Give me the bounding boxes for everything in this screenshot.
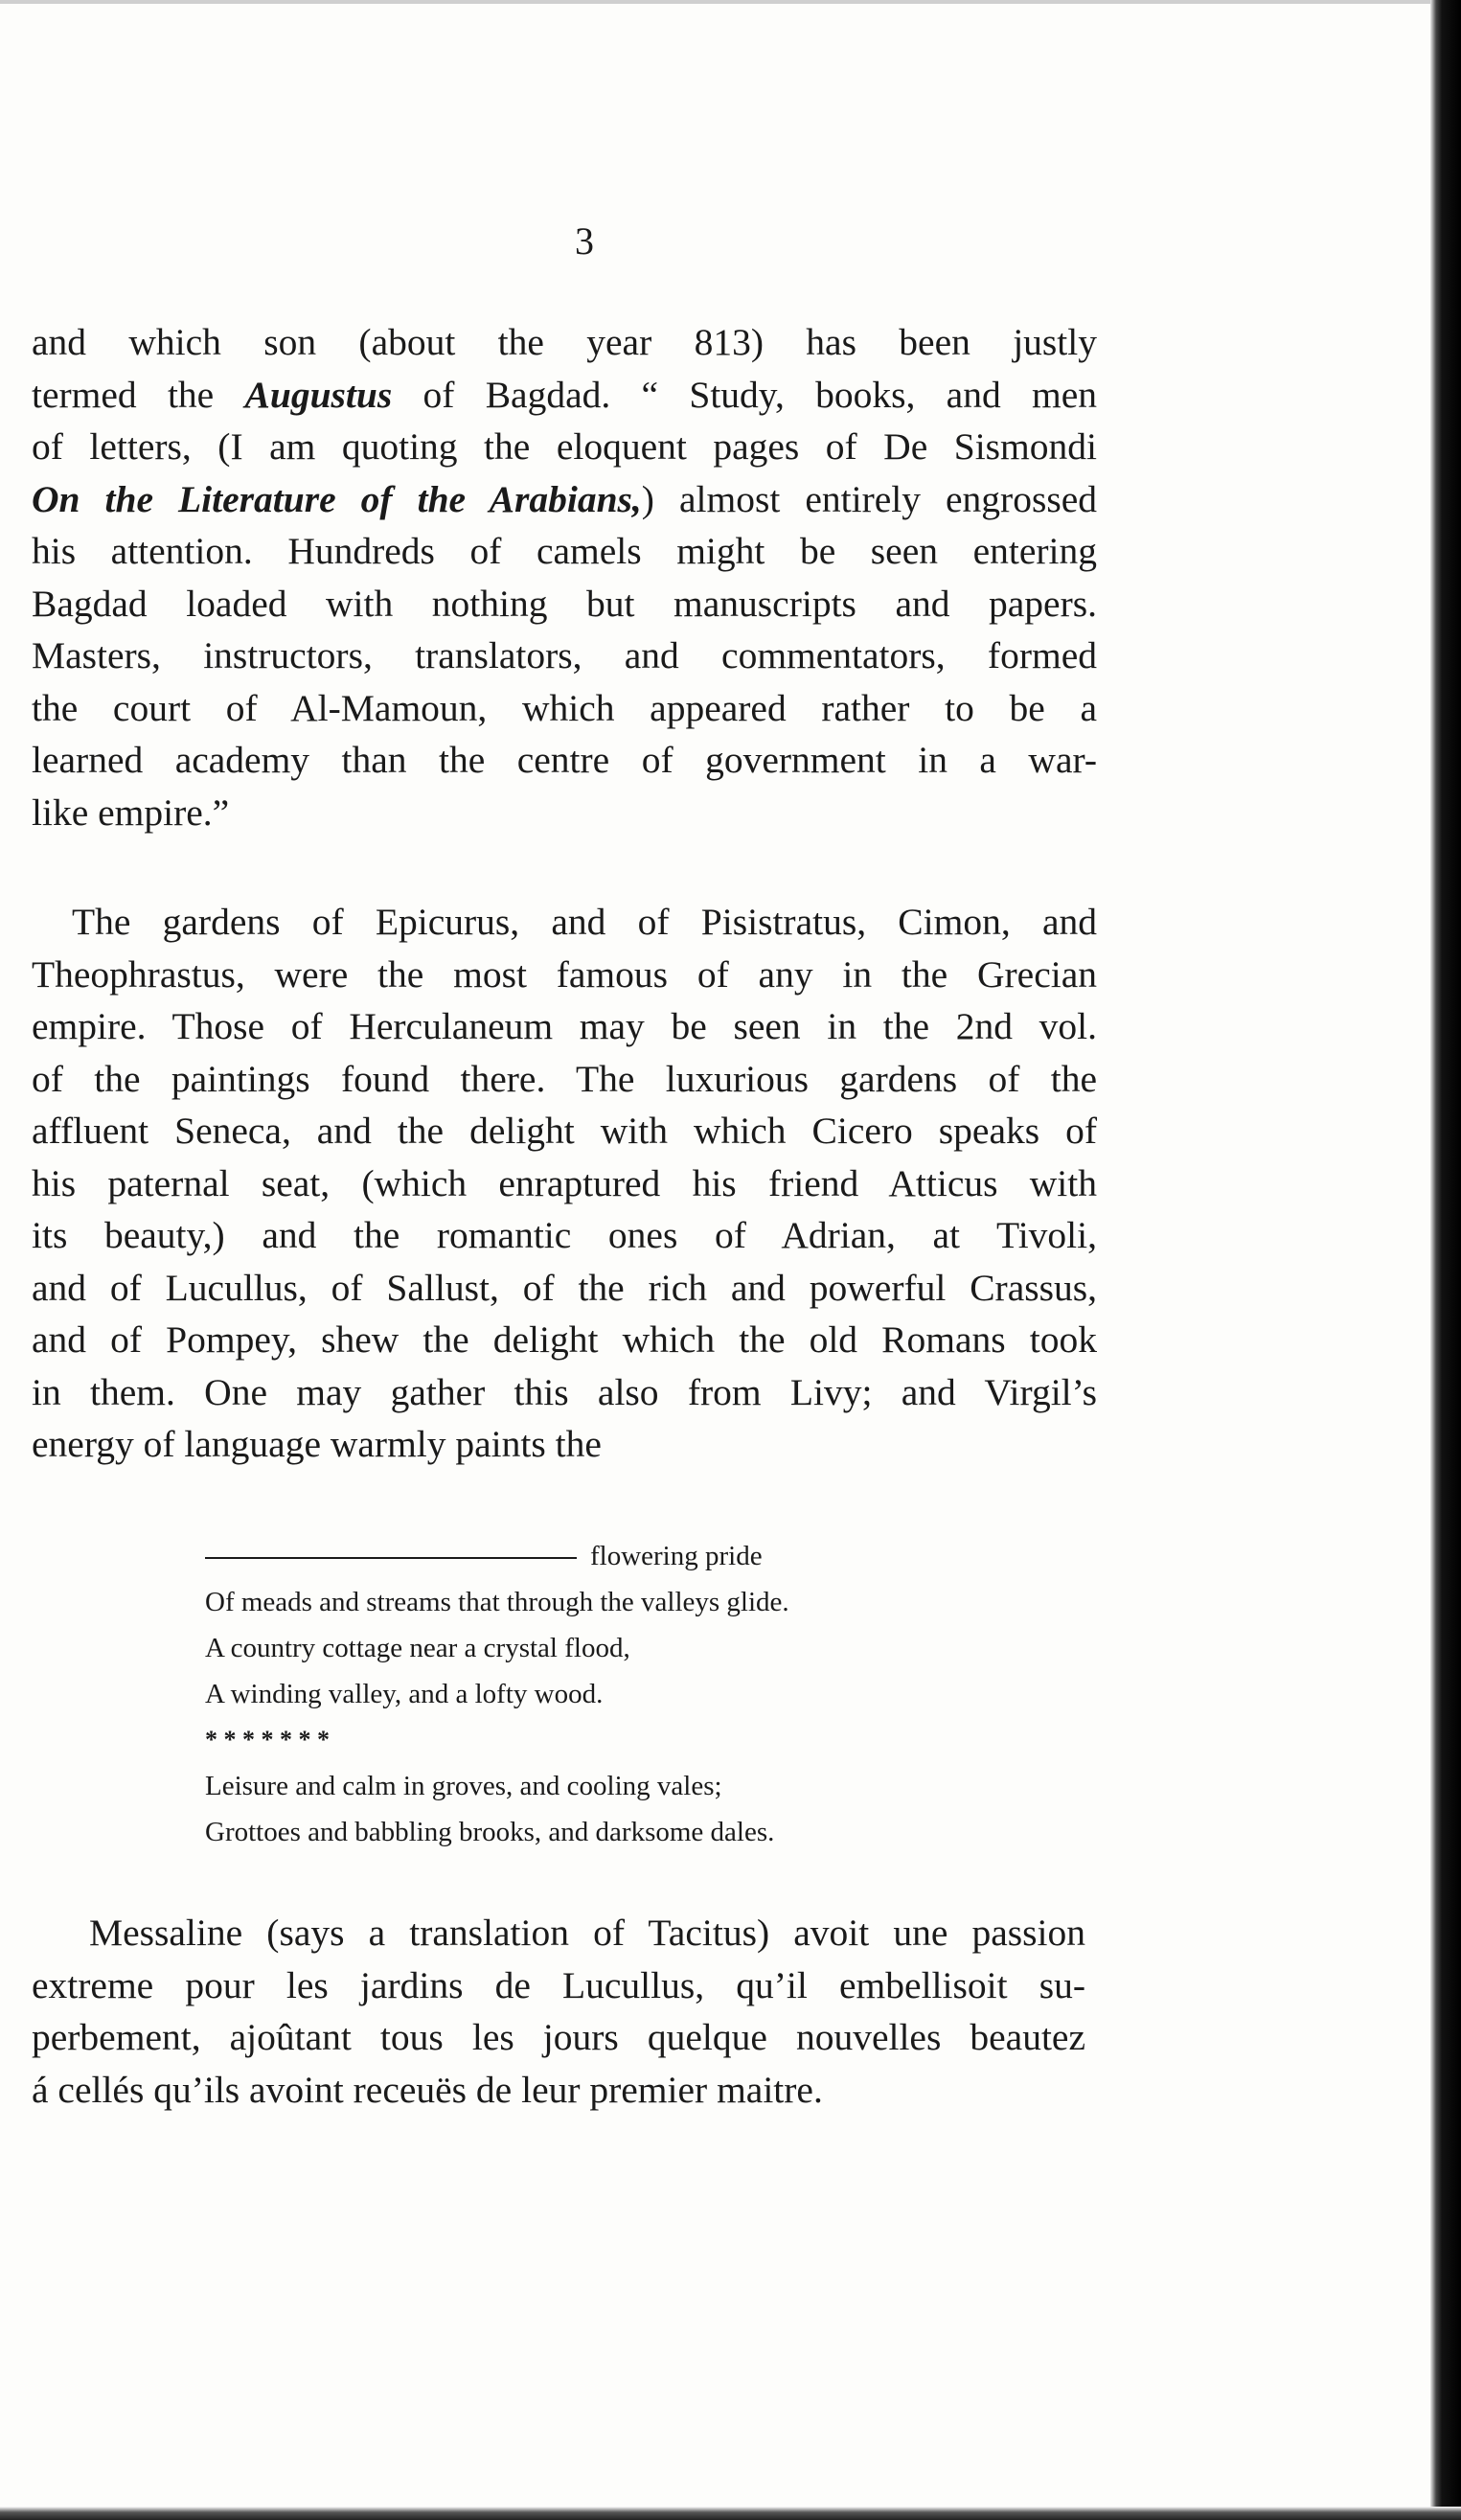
star: * <box>261 1726 274 1753</box>
text-line: and which son (about the year 813) has been justly <box>32 321 1097 363</box>
text-line: his paternal seat, (which enraptured his friend Atticus with <box>32 1161 1097 1204</box>
text-fragment: of Bagdad. “ Study, books, and men <box>392 373 1097 416</box>
verse-line: A country cottage near a crystal flood, <box>205 1633 630 1663</box>
text-line: empire. Those of Herculaneum may be seen in the 2nd vol. <box>32 1005 1097 1047</box>
text-line: learned academy than the centre of government in a war- <box>32 739 1097 781</box>
italic-book-title: On the Literature of the Arabians, <box>32 477 642 520</box>
text-line: á cellés qu’ils avoint receuës de leur premier maitre. <box>32 2068 823 2111</box>
page-right-edge <box>1430 0 1461 2520</box>
ellipsis-stars <box>205 1717 933 1763</box>
em-dash-rule <box>205 1557 577 1559</box>
star: * <box>298 1726 311 1753</box>
text-line: Theophrastus, were the most famous of any in the Grecian <box>32 952 1097 996</box>
text-line: like empire.” <box>32 790 230 834</box>
verse-text: flowering pride <box>590 1541 763 1571</box>
star: * <box>280 1726 292 1753</box>
text-line: perbement, ajoûtant tous les jours quelque nouvelles beautez <box>32 2016 1085 2058</box>
text-line: Messaline (says a translation of Tacitus) avoit une passion <box>89 1912 1085 1954</box>
verse-line: Of meads and streams that through the valleys glide. <box>205 1587 789 1617</box>
text-fragment: termed the <box>32 373 215 416</box>
star: * <box>242 1726 255 1753</box>
text-line: Masters, instructors, translators, and commentators, formed <box>32 634 1097 676</box>
text-line: energy of language warmly paints the <box>32 1423 602 1465</box>
star: * <box>205 1726 217 1753</box>
text-fragment: ) almost entirely engrossed <box>641 477 1097 520</box>
text-line <box>32 369 1097 422</box>
text-line: affluent Seneca, and the delight with which Cicero speaks of <box>32 1110 1097 1152</box>
verse-quotation <box>205 1533 971 1855</box>
verse-line: A winding valley, and a lofty wood. <box>205 1679 604 1709</box>
page-number: 3 <box>575 219 594 263</box>
text-line: in them. One may gather this also from Livy; and Virgil’s <box>32 1370 1097 1413</box>
text-line: the court of Al-Mamoun, which appeared rather to be a <box>32 686 1097 729</box>
page-top-edge <box>0 0 1461 4</box>
text-line: The gardens of Epicurus, and of Pisistratus, Cimon, and <box>72 901 1097 943</box>
text-line: of letters, (I am quoting the eloquent pages of De Sismondi <box>32 425 1097 468</box>
star: * <box>317 1726 330 1753</box>
paragraph-gardens <box>32 896 1097 1471</box>
verse-line <box>205 1533 971 1579</box>
text-line <box>32 473 1097 526</box>
page-bottom-edge <box>0 2507 1461 2520</box>
text-line: and of Pompey, shew the delight which the old Romans took <box>32 1318 1097 1361</box>
italic-augustus: Augustus <box>244 373 393 416</box>
text-line: its beauty,) and the romantic ones of Adrian, at Tivoli, <box>32 1214 1097 1256</box>
text-line: and of Lucullus, of Sallust, of the rich and powerful Crassus, <box>32 1266 1097 1309</box>
verse-line: Leisure and calm in groves, and cooling vales; <box>205 1771 722 1801</box>
text-line: of the paintings found there. The luxurious gardens of the <box>32 1057 1097 1100</box>
star: * <box>223 1726 237 1753</box>
paragraph-messaline <box>32 1907 1085 2116</box>
text-line: extreme pour les jardins de Lucullus, qu’il embellisoit su- <box>32 1963 1085 2006</box>
text-line: his attention. Hundreds of camels might be seen entering <box>32 530 1097 572</box>
verse-line: Grottoes and babbling brooks, and darksome dales. <box>205 1817 775 1847</box>
text-line: Bagdad loaded with nothing but manuscripts and papers. <box>32 582 1097 625</box>
paragraph-al-mamoun <box>32 316 1097 838</box>
